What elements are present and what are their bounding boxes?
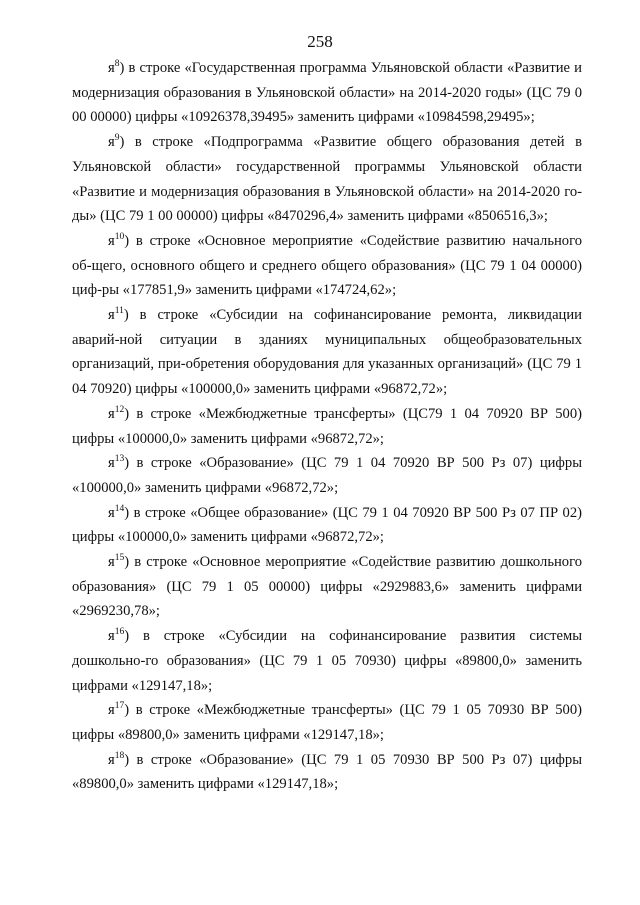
item-letter: я [108, 504, 115, 521]
paragraph-text: ) в строке «Основное мероприятие «Содействие развитию дошкольного образования» (ЦС 79 1 05 00000) цифры «2929883,6» заменить цифрами «2969230,78»; [72, 554, 582, 620]
item-superscript: 12 [114, 404, 125, 415]
document-body [72, 56, 582, 797]
amendment-paragraph [72, 130, 582, 229]
amendment-paragraph [72, 402, 582, 451]
amendment-paragraph [72, 698, 582, 747]
item-superscript: 13 [114, 454, 125, 465]
item-superscript: 16 [114, 627, 125, 638]
amendment-paragraph [72, 451, 582, 500]
item-letter: я [108, 455, 115, 472]
paragraph-text: ) в строке «Образование» (ЦС 79 1 04 70920 ВР 500 Рз 07) цифры «100000,0» заменить цифрами «96872,72»; [72, 455, 582, 496]
amendment-paragraph [72, 56, 582, 130]
paragraph-text: ) в строке «Общее образование» (ЦС 79 1 04 70920 ВР 500 Рз 07 ПР 02) цифры «100000,0» заменить цифрами «96872,72»; [72, 504, 582, 546]
amendment-paragraph [72, 229, 582, 303]
paragraph-text: ) в строке «Основное мероприятие «Содействие развитию начального об-щего, основного общего и среднего общего образования» (ЦС 79 1 04 00000) циф-ры «177851,9» заменить цифрами «174724,62»; [72, 232, 582, 299]
paragraph-text: ) в строке «Государственная программа Ульяновской области «Развитие и модернизация образования в Ульяновской области» на 2014-2020 годы» (ЦС 79 0 00 00000) цифры «10926378,39495» заменить цифрами «10984598,29495»; [72, 60, 582, 126]
paragraph-text: ) в строке «Межбюджетные трансферты» (ЦС 79 1 05 70930 ВР 500) цифры «89800,0» заменить цифрами «129147,18»; [72, 702, 582, 743]
paragraph-text: ) в строке «Субсидии на софинансирование развития системы дошкольно-го образования» (ЦС 79 1 05 70930) цифры «89800,0» заменить цифрами «129147,18»; [72, 628, 582, 694]
item-letter: я [108, 702, 115, 719]
item-superscript: 8 [114, 59, 120, 69]
item-superscript: 17 [114, 701, 125, 712]
paragraph-text: ) в строке «Подпрограмма «Развитие общего образования детей в Ульяновской области» государственной программы Ульяновской области «Развитие и модернизация образования в Ульяновской области» на 2014-2020 го-ды» (ЦС 79 1 00 00000) цифры «8470296,4» заменить цифрами «8506516,3»; [72, 134, 582, 225]
item-letter: я [108, 232, 115, 249]
amendment-paragraph [72, 748, 582, 797]
item-superscript: 15 [114, 553, 125, 564]
item-superscript: 11 [114, 306, 124, 317]
item-superscript: 14 [114, 503, 125, 514]
item-superscript: 10 [114, 231, 125, 242]
amendment-paragraph [72, 550, 582, 624]
item-letter: я [108, 134, 115, 151]
amendment-paragraph [72, 303, 582, 402]
amendment-paragraph [72, 624, 582, 698]
item-letter: я [108, 751, 115, 768]
amendment-paragraph [72, 501, 582, 550]
paragraph-text: ) в строке «Образование» (ЦС 79 1 05 70930 ВР 500 Рз 07) цифры «89800,0» заменить цифрами «129147,18»; [72, 751, 582, 793]
page-number: 258 [307, 32, 333, 51]
paragraph-text: ) в строке «Межбюджетные трансферты» (ЦС79 1 04 70920 ВР 500) цифры «100000,0» заменить цифрами «96872,72»; [72, 405, 582, 447]
item-superscript: 18 [114, 750, 125, 761]
item-letter: я [108, 554, 115, 571]
paragraph-text: ) в строке «Субсидии на софинансирование ремонта, ликвидации аварий-ной ситуации в зданиях муниципальных общеобразовательных организаций, при-обретения оборудования для указанных организаций» (ЦС 79 1 04 70920) цифры «100000,0» заменить цифрами «96872,72»; [72, 307, 582, 398]
item-superscript: 9 [114, 133, 120, 144]
item-letter: я [108, 60, 115, 76]
item-letter: я [108, 628, 115, 645]
item-letter: я [108, 405, 115, 422]
item-letter: я [108, 307, 115, 324]
